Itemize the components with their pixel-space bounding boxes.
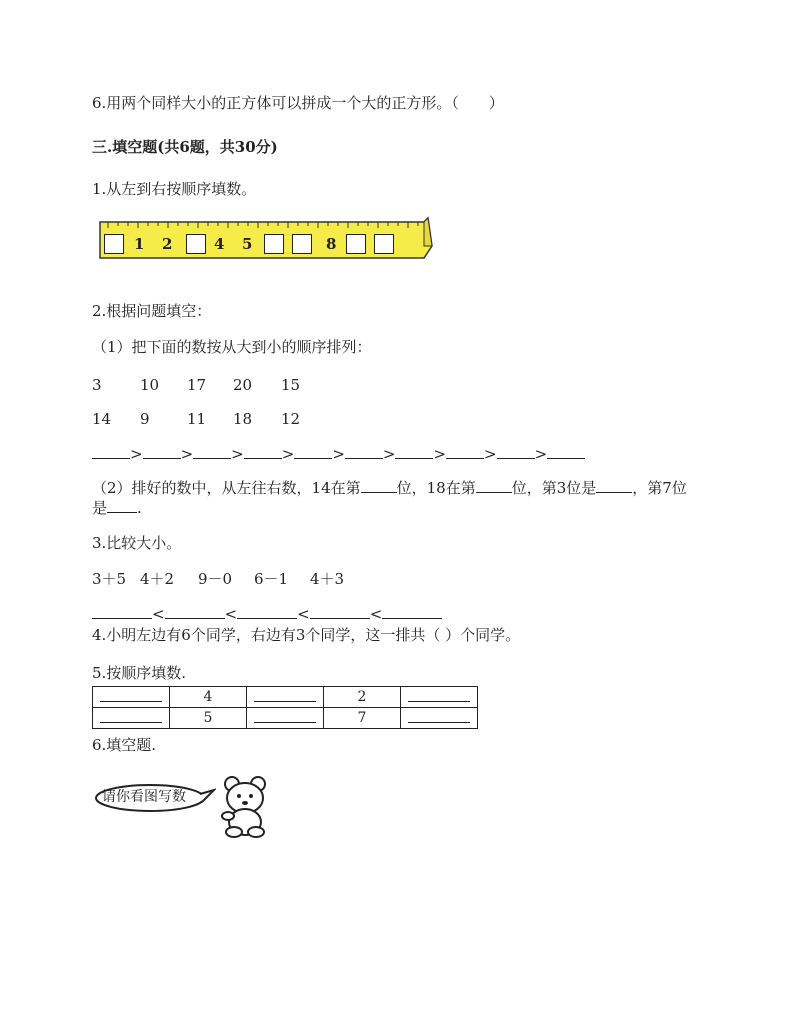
period: . <box>137 499 142 517</box>
answer-blank[interactable] <box>143 444 181 459</box>
q3-title: 3.比较大小。 <box>92 534 182 552</box>
number: 15 <box>281 376 301 394</box>
answer-blank[interactable] <box>165 604 225 619</box>
descending-order-blanks <box>92 444 585 463</box>
answer-blank[interactable] <box>361 478 397 493</box>
answer-blank[interactable] <box>294 444 332 459</box>
answer-blank[interactable] <box>345 444 383 459</box>
table-row <box>93 687 478 708</box>
lt-sign: < <box>297 605 310 623</box>
gt-sign: > <box>130 445 143 463</box>
answer-blank[interactable] <box>100 710 162 723</box>
answer-blank[interactable] <box>92 604 152 619</box>
q4-text: 4.小明左边有6个同学，右边有3个同学，这一排共（ ）个同学。 <box>92 626 521 644</box>
q2-part2-line2 <box>92 498 142 517</box>
answer-blank[interactable] <box>476 478 512 493</box>
answer-blank[interactable] <box>254 710 316 723</box>
ruler-number: 1 <box>134 235 145 253</box>
answer-blank[interactable] <box>408 710 470 723</box>
answer-blank[interactable] <box>237 604 297 619</box>
q2-title: 2.根据问题填空： <box>92 302 212 320</box>
gt-sign: > <box>231 445 244 463</box>
speech-bubble <box>94 782 216 814</box>
q6-title: 6.填空题. <box>92 736 157 754</box>
answer-blank[interactable] <box>254 689 316 702</box>
number: 9 <box>140 410 150 428</box>
grid-cell[interactable] <box>93 687 170 708</box>
ruler-number: 4 <box>214 235 225 253</box>
number: 11 <box>187 410 207 428</box>
grid-cell: 5 <box>170 708 247 729</box>
number: 10 <box>140 376 160 394</box>
answer-blank[interactable] <box>446 444 484 459</box>
grid-cell[interactable] <box>401 708 478 729</box>
answer-blank[interactable] <box>408 689 470 702</box>
answer-blank[interactable] <box>100 689 162 702</box>
gt-sign: > <box>484 445 497 463</box>
number: 12 <box>281 410 301 428</box>
gt-sign: > <box>332 445 345 463</box>
number: 17 <box>187 376 207 394</box>
answer-blank[interactable] <box>382 604 442 619</box>
gt-sign: > <box>433 445 447 463</box>
gt-sign: > <box>534 445 548 463</box>
answer-blank[interactable] <box>92 444 130 459</box>
answer-blank[interactable] <box>596 478 632 493</box>
number: 14 <box>92 410 112 428</box>
gt-sign: > <box>180 445 194 463</box>
answer-blank[interactable] <box>244 444 282 459</box>
q2-part2-text: 是 <box>92 499 108 517</box>
grid-cell[interactable] <box>401 687 478 708</box>
judge-question-6: 6.用两个同样大小的正方体可以拼成一个大的正方形。（ ） <box>92 94 504 112</box>
q2-part2-text: 位，第3位是 <box>511 479 597 497</box>
grid-cell: 2 <box>324 687 401 708</box>
lt-sign: < <box>369 605 383 623</box>
answer-blank[interactable] <box>193 444 231 459</box>
table-row <box>93 708 478 729</box>
grid-cell: 4 <box>170 687 247 708</box>
grid-cell: 7 <box>324 708 401 729</box>
q2-part2-line1 <box>92 478 687 497</box>
answer-blank[interactable] <box>395 444 433 459</box>
answer-blank[interactable] <box>497 444 535 459</box>
q2-part2-text: ，第7位 <box>632 479 687 497</box>
answer-blank[interactable] <box>107 498 137 513</box>
number-grid <box>92 686 478 729</box>
expression: 9－0 <box>198 570 233 588</box>
ruler-illustration <box>98 216 434 262</box>
q1-title: 1.从左到右按顺序填数。 <box>92 180 257 198</box>
ruler-blank-box[interactable] <box>292 234 312 254</box>
lt-sign: < <box>224 605 238 623</box>
lt-sign: < <box>152 605 165 623</box>
grid-cell[interactable] <box>247 687 324 708</box>
gt-sign: > <box>382 445 396 463</box>
expression: 4＋3 <box>310 570 345 588</box>
bear-icon <box>212 774 278 840</box>
ruler-blank-box[interactable] <box>264 234 284 254</box>
q2-part2-text: （2）排好的数中，从左往右数，14在第 <box>92 479 361 497</box>
number: 18 <box>233 410 253 428</box>
gt-sign: > <box>281 445 295 463</box>
expression: 6－1 <box>254 570 289 588</box>
q5-title: 5.按顺序填数. <box>92 664 187 682</box>
ruler-number: 8 <box>326 235 337 253</box>
ruler-blank-box[interactable] <box>104 234 124 254</box>
ascending-order-blanks <box>92 604 442 623</box>
ruler-blank-box[interactable] <box>374 234 394 254</box>
number: 3 <box>92 376 102 394</box>
answer-blank[interactable] <box>547 444 585 459</box>
section-title: 三.填空题(共6题，共30分) <box>92 138 278 156</box>
expression: 3＋5 <box>92 570 127 588</box>
q2-part1: （1）把下面的数按从大到小的顺序排列： <box>92 338 372 356</box>
answer-blank[interactable] <box>310 604 370 619</box>
ruler-number: 5 <box>242 235 253 253</box>
ruler-number: 2 <box>162 235 173 253</box>
expression: 4＋2 <box>140 570 175 588</box>
ruler-blank-box[interactable] <box>186 234 206 254</box>
q2-part2-text: 位，18在第 <box>396 479 476 497</box>
bubble-text: 请你看图写数 <box>102 789 186 805</box>
ruler-blank-box[interactable] <box>346 234 366 254</box>
grid-cell[interactable] <box>93 708 170 729</box>
grid-cell[interactable] <box>247 708 324 729</box>
number: 20 <box>233 376 253 394</box>
